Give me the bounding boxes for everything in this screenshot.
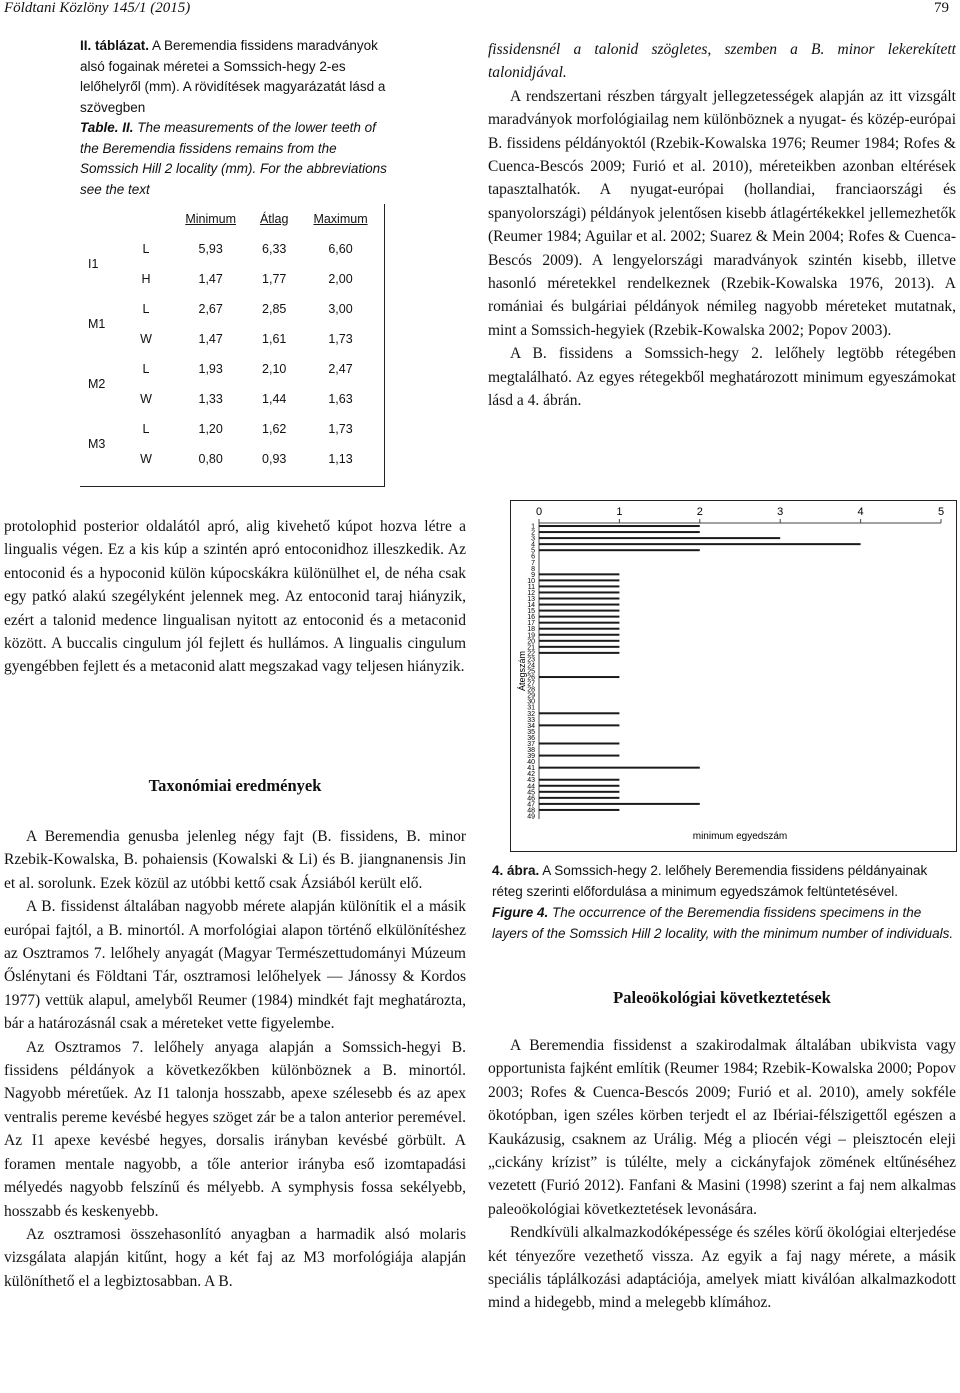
chart-x-tick-label: 3 — [777, 506, 784, 518]
table-cell: 1,61 — [262, 332, 287, 346]
table-cell: 1,20 — [198, 422, 223, 436]
chart-y-tick-label: 46 — [527, 795, 535, 803]
chart-bar — [539, 640, 619, 642]
chart-bar — [539, 646, 619, 648]
taxonomy-heading: Taxonómiai eredmények — [148, 776, 322, 795]
chart-y-tick-label: 48 — [527, 807, 535, 815]
taxonomy-para-2: A B. fissidenst általában nagyobb mérete alapján különítik el a másik európai fajtól, a B. minortól. A morfológiai alapon történő elkülönítéshez az Osztramos 7. lelőhely anyagát (Magyar Természettudományi Múzeum Őslénytani és Földtani Tár, osztramosi lelőhelyek — Jánossy & Kordos 1977) vettük alapul, amelyből Reumer (1984) mindkét fajt meghatározta, bár a határozásnál csak a méreteket vette figyelembe. — [4, 898, 466, 1033]
chart-y-tick-label: 14 — [527, 602, 535, 610]
table-cell: 2,47 — [328, 362, 353, 376]
table-cell: W — [140, 452, 152, 466]
chart-bar — [539, 797, 619, 799]
table-cell: L — [142, 242, 150, 256]
chart-y-tick-label: 42 — [527, 771, 535, 779]
chart-y-tick-label: 25 — [527, 668, 535, 676]
chart-y-tick-label: 24 — [527, 662, 535, 670]
chart-y-tick-label: 47 — [527, 801, 535, 809]
table-cell: 3,00 — [328, 302, 353, 316]
chart-x-tick-label: 0 — [535, 506, 543, 518]
table-cell: 1,33 — [198, 392, 223, 406]
table-cell: 2,10 — [262, 362, 287, 376]
chart-bar — [539, 628, 619, 630]
taxonomy-para-3: Az Osztramos 7. lelőhely anyaga alapján a Somssich-hegyi B. fissidens példányok a következőkben különböznek a B. minortól. Nagyobb méretűek. Az I1 talonja hosszabb, apexe szélesebb és az apex ventralis pereme kevésbé hegyes szöget zár be a talon anterior peremével. Az I1 apexe kevésbé hegyes, dorsalis irányban kevésbé görbült. A foramen mentale nagyobb, a tőle anterior irányba eső izomtapadási mélyedés nagyobb felszínű és mélyebb. A symphysis fossa sekélyebb, hosszabb és keskenyebb. — [4, 1038, 466, 1220]
chart-y-tick-label: 23 — [527, 656, 535, 664]
chart-bar — [539, 634, 619, 636]
figure-caption-en — [492, 902, 956, 944]
chart-y-tick-label: 3 — [531, 535, 535, 543]
table-cell: L — [142, 302, 150, 316]
table-row — [80, 444, 384, 474]
table-cell: 5,93 — [198, 242, 223, 256]
chart-y-tick-label: 40 — [527, 759, 535, 767]
table-header-blank — [122, 204, 170, 234]
chart-y-tick-label: 34 — [527, 722, 535, 730]
table-caption-en — [80, 118, 390, 200]
chart-bar — [539, 573, 619, 575]
table-row — [80, 384, 384, 414]
table-cell: 0,80 — [198, 452, 223, 466]
tooth-label: I1 — [88, 257, 99, 271]
chart-y-tick-label: 18 — [527, 626, 535, 634]
chart-y-tick-label: 2 — [531, 529, 535, 537]
measurement-table — [80, 204, 384, 474]
chart-y-tick-label: 13 — [527, 596, 535, 604]
table-row — [80, 414, 384, 444]
chart-bar — [539, 676, 619, 678]
figure-caption — [492, 860, 956, 944]
chart-bar — [539, 767, 700, 769]
table-header-cell: Minimum — [185, 212, 237, 226]
chart-bar — [539, 622, 619, 624]
table-cell: 1,62 — [262, 422, 287, 436]
table-row — [80, 234, 384, 264]
right-para-1: fissidensnél a talonid szögletes, szemben a B. minor lekerekített talonidjával. — [488, 41, 956, 82]
chart-y-tick-label: 12 — [527, 589, 535, 597]
figure-caption-en-text: The occurrence of the Beremendia fissidens specimens in the layers of the Somssich Hill 2 locality, with the minimum number of individuals. — [492, 905, 954, 941]
table-cell: 1,93 — [198, 362, 223, 376]
table-header-cell: Maximum — [313, 212, 368, 226]
table-cell: 1,47 — [198, 272, 223, 286]
chart-y-tick-label: 36 — [527, 734, 535, 742]
table-cell: L — [142, 362, 150, 376]
chart-y-tick-label: 39 — [527, 753, 535, 761]
chart-y-tick-label: 20 — [527, 638, 535, 646]
taxonomy-text — [4, 825, 466, 1293]
chart-y-tick-label: 27 — [527, 680, 535, 688]
table-cell: 6,33 — [262, 242, 287, 256]
table-cell: 1,13 — [328, 452, 353, 466]
chart-bar — [539, 598, 619, 600]
chart-x-tick-label: 2 — [696, 506, 703, 518]
paleo-para-2: Rendkívüli alkalmazkodóképessége és széles körű ökológiai elterjedése két tényezőre vezethető vissza. Az egyik a faj nagy mérete, a másik speciális táplálkozási adaptációja, amelyek miatt kiválóan alkalmazkodott mind a hidegebb, mind a melegebb klímához. — [488, 1224, 956, 1312]
chart-x-tick-label: 5 — [937, 506, 945, 518]
right-para-3: A B. fissidens a Somssich-hegy 2. lelőhely legtöbb rétegében megtalálható. Az egyes rétegekből meghatározott minimum egyeszámokat lásd a 4. ábrán. — [488, 345, 956, 410]
chart-y-tick-label: 10 — [527, 577, 535, 585]
chart-bar — [539, 585, 619, 587]
paleo-text — [488, 1034, 956, 1315]
table-row — [80, 294, 384, 324]
chart-y-tick-label: 32 — [527, 710, 535, 718]
table-cell: 6,60 — [328, 242, 353, 256]
measurement-table-box — [80, 204, 385, 487]
figure-caption-en-label: Figure 4. — [492, 905, 549, 920]
figure-caption-hu-label: 4. ábra. — [492, 863, 540, 878]
chart-bar — [539, 785, 619, 787]
table-cell: 1,44 — [262, 392, 287, 406]
chart-x-label: minimum egyedszám — [692, 831, 788, 842]
table-row — [80, 354, 384, 384]
chart-y-tick-label: 4 — [531, 541, 535, 549]
tooth-label: M1 — [88, 317, 106, 331]
right-para-2: A rendszertani részben tárgyalt jellegzetességek alapján az itt vizsgált maradványok morfológiailag nem különböznek a nyugat- és közép-európai B. fissidens példányoktól (Rzebik-Kowalska 1976; Reumer 1984; Rofes & Cuenca-Bescós 2009; Furió et al. 2010), méreteikben azonban eltérések tapasztalhatók. A nyugat-európai (hollandiai, franciaországi és spanyolországi) példányok jelentősen kisebb átlagértékekkel jellemezhetők (Reumer 1984; Aguilar et al. 2002; Suarez & Mein 2004; Rofes & Cuenca-Bescós 2009). A lengyelországi maradványok szintén kisebb, illetve hasonló méretekkel rendelkeznek (Rzebik-Kowalska 1976, 2013). A romániai és bulgáriai példányok némileg nagyobb méreteket mutatnak, mint a Somssich-hegyiek (Rzebik-Kowalska 2002; Popov 2003). — [488, 87, 956, 339]
journal-header: Földtani Közlöny 145/1 (2015) — [4, 0, 191, 16]
chart-y-tick-label: 28 — [527, 686, 535, 694]
chart-svg — [511, 501, 956, 851]
left-para-1: protolophid posterior oldalától apró, alig kivehető kúpot hozva létre a lingualis végen. Ez a kis kúp a szintén apró entoconidhoz illeszkedik. Az entoconid és a hypoconid külön kúpocskákra különülhet el, de néha csak egy patkó alakú szegélyként jelennek meg. Az entoconid taraj hiányzik, ezért a talonid medence lingualisan nyitott az entoconid és a metaconid között. A buccalis cingulum jól fejlett és hullámos. A lingualis cingulum gyengébben fejlett és a metaconid alatt megszakad vagy teljesen hiányzik. — [4, 518, 466, 676]
chart-y-tick-label: 26 — [527, 674, 535, 682]
figure-caption-hu — [492, 860, 956, 902]
chart-y-tick-label: 6 — [531, 553, 535, 561]
chart-bar — [539, 755, 619, 757]
chart-bar — [539, 537, 780, 539]
chart-bar — [539, 579, 619, 581]
chart-bar — [539, 543, 861, 545]
chart-bar — [539, 724, 619, 726]
chart-y-tick-label: 45 — [527, 789, 535, 797]
table-cell: L — [142, 422, 150, 436]
chart-bar — [539, 779, 619, 781]
tooth-label: M2 — [88, 377, 106, 391]
paleo-para-1: A Beremendia fissidenst a szakirodalmak általában ubikvista vagy opportunista fajként említik (Reumer 1984; Rzebik-Kowalska 2000; Popov 2003; Rofes & Cuenca-Bescós 2009; Furió et al. 2010), amely sokféle ökotópban, igen széles körben terjedt el az Ibériai-félszigettől egészen a Kaukázusig, csaknem az Urálig. Még a pliocén végi – pleisztocén eleji „cickány krízist” is túlélte, mely a cickányfajok zömének eltűnéséhez vezetett (Furió 2012). Fanfani & Masini (1998) szerint a faj nem alkalmas paleoökológiai következtetések levonására. — [488, 1037, 956, 1218]
chart-bar — [539, 791, 619, 793]
table-header-cell: Átlag — [259, 212, 289, 226]
table-cell: 1,77 — [262, 272, 287, 286]
chart-y-tick-label: 44 — [527, 783, 535, 791]
chart-bar — [539, 525, 700, 527]
chart-bar — [539, 809, 619, 811]
right-column-top — [488, 38, 956, 413]
table-caption-hu — [80, 36, 390, 118]
table-cell: 2,00 — [328, 272, 353, 286]
table-row — [80, 324, 384, 354]
chart-x-tick-label: 4 — [857, 506, 864, 518]
table-cell: 2,67 — [198, 302, 223, 316]
table-caption-hu-text: A Beremendia fissidens maradványok alsó fogainak méretei a Somssich-hegy 2-es lelőhelyről (mm). A rövidítések magyarázatát lásd a szövegben — [80, 38, 386, 115]
chart-y-tick-label: 49 — [527, 813, 535, 821]
table-cell: 2,85 — [262, 302, 287, 316]
figure-4-chart — [510, 500, 957, 852]
table-header-row — [80, 204, 384, 234]
chart-bar — [539, 549, 700, 551]
chart-x-tick-label: 1 — [616, 506, 623, 518]
chart-bar — [539, 591, 619, 593]
chart-y-tick-label: 11 — [527, 583, 535, 591]
chart-y-tick-label: 15 — [527, 608, 535, 616]
table-cell: 1,73 — [328, 332, 353, 346]
chart-bar — [539, 742, 619, 744]
chart-bar — [539, 531, 700, 533]
paleo-heading: Paleoökológiai következtetések — [613, 988, 831, 1007]
table-caption — [80, 36, 390, 200]
table-cell: W — [140, 332, 152, 346]
chart-y-tick-label: 41 — [527, 765, 535, 773]
table-cell: 1,47 — [198, 332, 223, 346]
chart-bar — [539, 712, 619, 714]
tooth-label: M3 — [88, 437, 106, 451]
chart-y-tick-label: 19 — [527, 632, 535, 640]
chart-y-tick-label: 9 — [531, 571, 535, 579]
table-cell: H — [141, 272, 151, 286]
chart-bar — [539, 616, 619, 618]
taxonomy-para-4: Az osztramosi összehasonlító anyagban a harmadik alsó molaris vizsgálata alapján kitűnt, hogy a két faj az M3 morfológiája alapján különíthető el a legbiztosabban. A B. — [4, 1225, 466, 1290]
table-caption-en-label: Table. II. — [80, 120, 134, 135]
chart-y-tick-label: 22 — [527, 650, 535, 658]
chart-bar — [539, 803, 700, 805]
chart-y-tick-label: 21 — [527, 644, 535, 652]
chart-y-tick-label: 35 — [527, 728, 535, 736]
table-cell: 1,63 — [328, 392, 353, 406]
chart-y-tick-label: 37 — [527, 740, 535, 748]
chart-y-tick-label: 1 — [531, 523, 535, 531]
table-row — [80, 264, 384, 294]
chart-bar — [539, 610, 619, 612]
chart-y-tick-label: 30 — [527, 698, 535, 706]
chart-y-tick-label: 31 — [527, 704, 535, 712]
figure-caption-hu-text: A Somssich-hegy 2. lelőhely Beremendia fissidens példányainak réteg szerinti előfordulása a minimum egyedszámok feltüntetésével. — [492, 863, 928, 899]
page-number: 79 — [934, 0, 949, 16]
chart-bar — [539, 604, 619, 606]
chart-y-tick-label: 7 — [531, 559, 535, 567]
chart-y-tick-label: 16 — [527, 614, 535, 622]
chart-bar — [539, 652, 619, 654]
chart-y-tick-label: 29 — [527, 692, 535, 700]
chart-y-tick-label: 38 — [527, 747, 535, 755]
table-cell: W — [140, 392, 152, 406]
chart-y-tick-label: 17 — [527, 620, 535, 628]
chart-y-tick-label: 33 — [527, 716, 535, 724]
table-cell: 0,93 — [262, 452, 287, 466]
table-cell: 1,73 — [328, 422, 353, 436]
chart-y-tick-label: 5 — [531, 547, 535, 555]
chart-y-label: Átegszám — [517, 650, 527, 692]
taxonomy-para-1: A Beremendia genusba jelenleg négy fajt (B. fissidens, B. minor Rzebik-Kowalska, B. pohaiensis (Kowalski & Li) és B. jiangnanensis Jin et al. sorolunk. Ezek közül az utóbbi kettő csak Ázsiából került elő. — [4, 828, 466, 892]
left-column-text — [4, 515, 466, 679]
table-caption-en-text: The measurements of the lower teeth of the Beremendia fissidens remains from the Somssich Hill 2 locality (mm). For the abbreviations see the text — [80, 120, 387, 197]
table-caption-hu-label: II. táblázat. — [80, 38, 150, 53]
chart-y-tick-label: 8 — [531, 565, 535, 573]
chart-y-tick-label: 43 — [527, 777, 535, 785]
table-header-blank — [80, 204, 122, 234]
